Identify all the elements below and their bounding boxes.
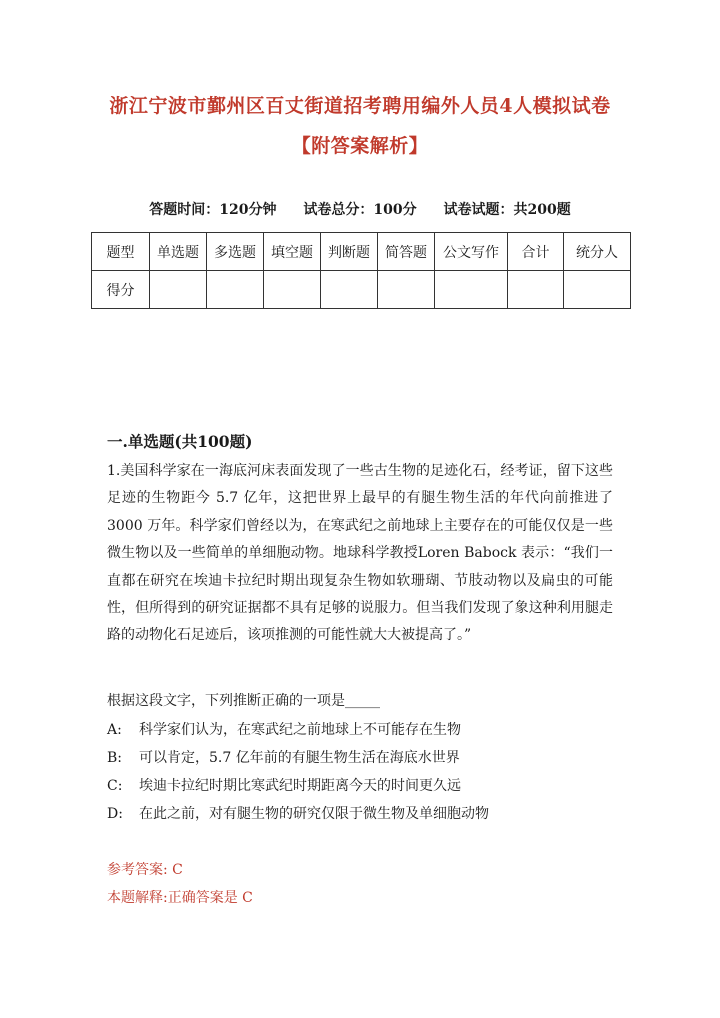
option-text: 科学家们认为，在寒武纪之前地球上不可能存在生物 bbox=[139, 722, 461, 738]
option-letter: B: bbox=[107, 750, 123, 766]
option-c bbox=[107, 775, 461, 795]
section-title: 一.单选题(共100题) bbox=[107, 432, 253, 451]
score-cell bbox=[378, 271, 435, 309]
score-cell bbox=[435, 271, 508, 309]
score-table bbox=[91, 232, 631, 309]
exam-title: 浙江宁波市鄞州区百丈街道招考聘用编外人员4人模拟试卷【附答案解析】 bbox=[109, 95, 611, 157]
exam-meta bbox=[92, 199, 628, 221]
score-table-header-cell: 填空题 bbox=[264, 233, 321, 271]
option-text: 可以肯定，5.7 亿年前的有腿生物生活在海底水世界 bbox=[139, 750, 460, 766]
score-table-header-cell: 简答题 bbox=[378, 233, 435, 271]
option-d bbox=[107, 803, 489, 823]
score-table-header-cell: 合计 bbox=[508, 233, 564, 271]
score-table-header-cell: 题型 bbox=[92, 233, 150, 271]
answer-key: 参考答案: C bbox=[107, 862, 183, 878]
option-text: 埃迪卡拉纪时期比寒武纪时期距离今天的时间更久远 bbox=[139, 778, 461, 794]
score-table-header-row bbox=[92, 233, 631, 271]
score-table-row bbox=[92, 271, 631, 309]
score-table-header-cell: 多选题 bbox=[207, 233, 264, 271]
score-table-header-cell: 公文写作 bbox=[435, 233, 508, 271]
score-row-label: 得分 bbox=[92, 271, 150, 309]
exam-time: 答题时间：120分钟 bbox=[149, 202, 277, 218]
option-letter: D: bbox=[107, 806, 123, 822]
exam-question-count: 试卷试题：共200题 bbox=[443, 202, 571, 218]
option-letter: C: bbox=[107, 778, 123, 794]
score-cell bbox=[508, 271, 564, 309]
option-b bbox=[107, 747, 460, 767]
exam-total-score: 试卷总分：100分 bbox=[303, 202, 417, 218]
option-letter: A: bbox=[107, 722, 122, 738]
question-text: 1.美国科学家在一海底河床表面发现了一些古生物的足迹化石，经考证，留下这些足迹的生物距今 5.7 亿年，这把世界上最早的有腿生物生活的年代向前推进了 3000 万年。科学家们曾经以为，在寒武纪之前地球上主要存在的可能仅仅是一些微生物以及一些简单的单细胞动物。地球科学教授Loren Babock 表示：“我们一直都在研究在埃迪卡拉纪时期出现复杂生物如软珊瑚、节肢动物以及扁虫的可能性，但所得到的研究证据都不具有足够的说服力。但当我们发现了象这种利用腿走路的动物化石足迹后，该项推测的可能性就大大被提高了。” bbox=[107, 463, 613, 644]
score-table-header-cell: 判断题 bbox=[321, 233, 378, 271]
score-cell bbox=[207, 271, 264, 309]
score-cell bbox=[321, 271, 378, 309]
score-cell bbox=[564, 271, 631, 309]
option-text: 在此之前，对有腿生物的研究仅限于微生物及单细胞动物 bbox=[139, 806, 489, 822]
score-table-header-cell: 单选题 bbox=[150, 233, 207, 271]
score-table-header-cell: 统分人 bbox=[564, 233, 631, 271]
score-cell bbox=[264, 271, 321, 309]
score-cell bbox=[150, 271, 207, 309]
question-prompt: 根据这段文字，下列推断正确的一项是_____ bbox=[107, 693, 380, 709]
answer-explanation: 本题解释:正确答案是 C bbox=[107, 890, 253, 906]
option-a bbox=[107, 719, 461, 739]
